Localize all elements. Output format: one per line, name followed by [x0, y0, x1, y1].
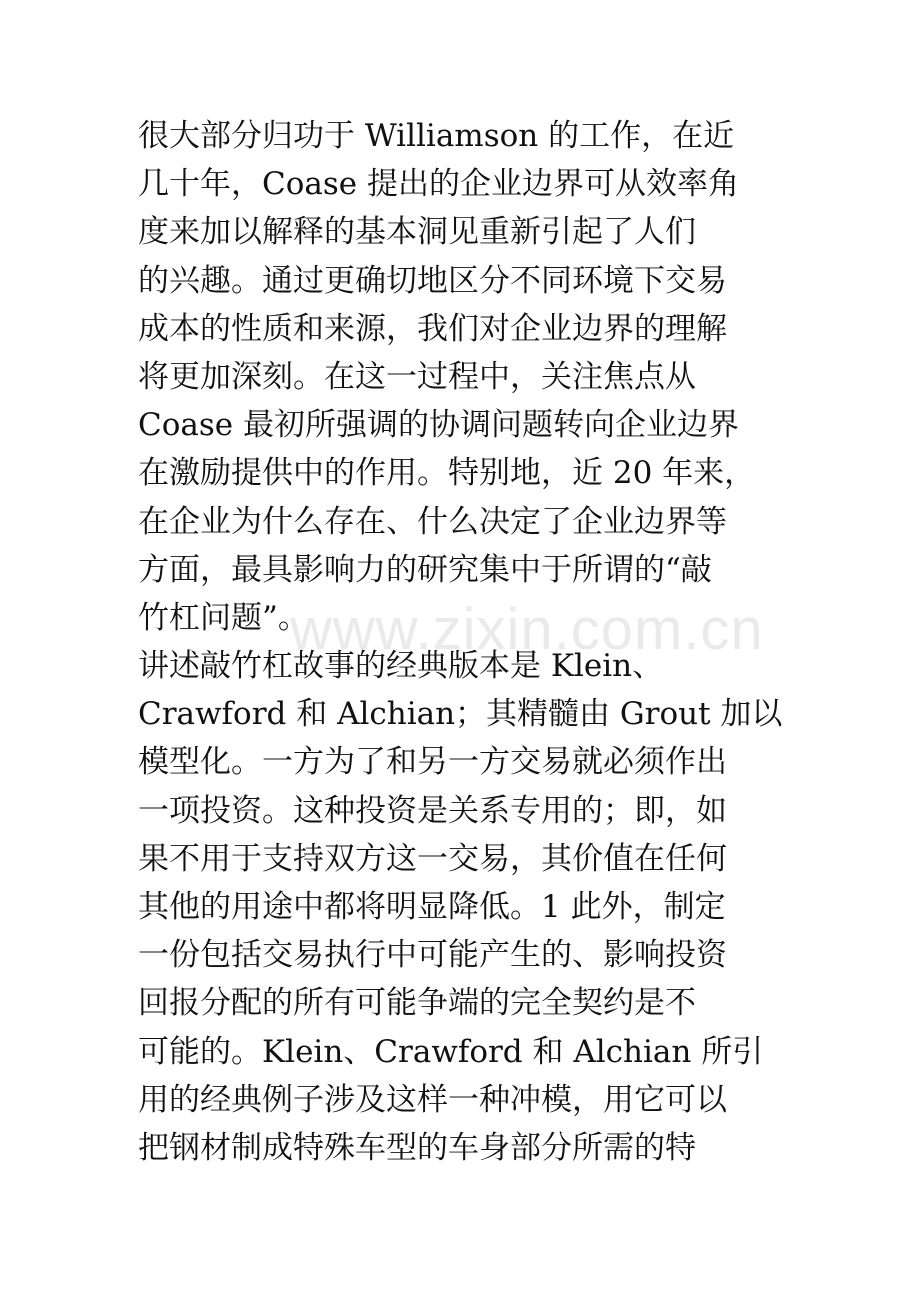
text-line: 一份包括交易执行中可能产生的、影响投资	[138, 937, 727, 974]
text-line: Crawford 和 Alchian；其精髓由 Grout 加以	[138, 696, 783, 733]
text-line: 一项投资。这种投资是关系专用的；即，如	[138, 792, 727, 829]
text-line: 很大部分归功于 Williamson 的工作，在近	[138, 118, 735, 154]
text-line: 可能的。Klein、Crawford 和 Alchian 所引	[138, 1033, 764, 1070]
text-line: 将更加深刻。在这一过程中，关注焦点从	[138, 358, 696, 395]
text-line: 在企业为什么存在、什么决定了企业边界等	[138, 503, 727, 540]
text-line: 果不用于支持双方这一交易，其价值在任何	[138, 840, 727, 877]
text-line: 用的经典例子涉及这样一种冲模，用它可以	[138, 1081, 727, 1118]
watermark: www.zixin.com.cn	[290, 597, 764, 662]
text-line: 模型化。一方为了和另一方交易就必须作出	[138, 744, 727, 781]
text-line: 讲述敲竹杠故事的经典版本是 Klein、	[138, 648, 664, 685]
text-line: 成本的性质和来源，我们对企业边界的理解	[138, 310, 727, 347]
text-line: 的兴趣。通过更确切地区分不同环境下交易	[138, 262, 727, 299]
text-line: 把钢材制成特殊车型的车身部分所需的特	[138, 1129, 696, 1166]
text-line: 度来加以解释的基本洞见重新引起了人们	[138, 214, 696, 251]
text-line: 其他的用途中都将明显降低。1 此外，制定	[138, 889, 726, 925]
text-line: 方面，最具影响力的研究集中于所谓的“敲	[138, 551, 712, 588]
text-line: Coase 最初所强调的协调问题转向企业边界	[138, 407, 739, 444]
text-line: 在激励提供中的作用。特别地，近 20 年来，	[138, 455, 756, 492]
text-line: 几十年，Coase 提出的企业边界可从效率角	[138, 166, 739, 203]
text-line: 竹杠问题”。	[138, 599, 309, 636]
text-line: 回报分配的所有可能争端的完全契约是不	[138, 985, 696, 1022]
